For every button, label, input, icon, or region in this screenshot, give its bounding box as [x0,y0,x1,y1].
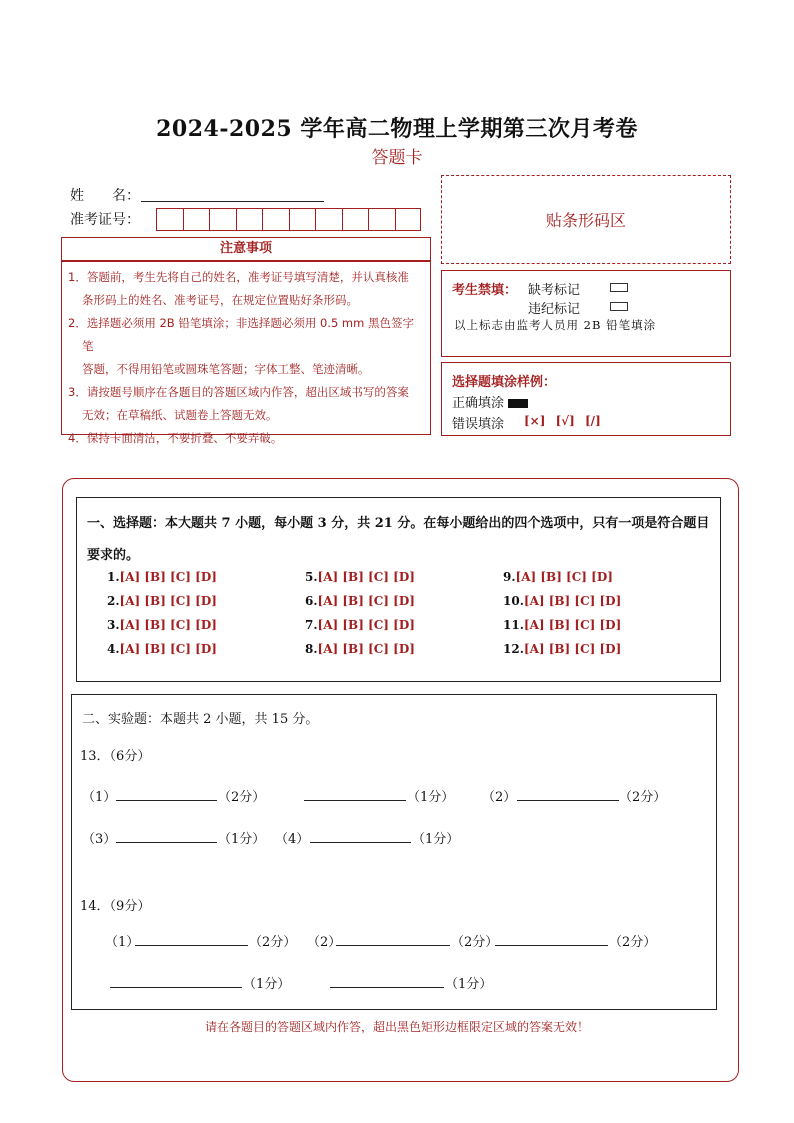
notice-item [68,312,424,381]
q14-part1-blank[interactable] [135,945,248,946]
ticket-digit-box[interactable] [315,208,342,231]
experiment-section [71,694,717,1010]
ticket-digit-box[interactable] [183,208,210,231]
notice-text: 1．答题前，考生先将自己的姓名，准考证号填写清楚，并认真核准 [68,270,409,284]
wrong-fill-label: 错误填涂 [452,417,505,432]
notice-text: 条形码上的姓名、准考证号，在规定位置贴好条形码。 [82,293,358,307]
violation-mark-label: 违纪标记 [528,302,581,317]
mc-question-row[interactable]: 5.[A] [B] [C] [D] [305,570,415,584]
q13-part2-label: （2） [482,790,517,805]
q14-part4-blank[interactable] [330,987,444,988]
notice-text: 无效；在草稿纸、试题卷上答题无效。 [82,408,278,422]
q13-part3-label: （3） [82,832,117,847]
q13-part4-blank[interactable] [310,842,411,843]
q14-label: 14．（9分） [80,899,151,914]
section2-heading: 二、实验题：本题共 2 小题，共 15 分。 [82,712,319,727]
q13-part2-blank[interactable] [517,800,619,801]
ticket-digit-box[interactable] [368,208,395,231]
notice-text: 答题，不得用铅笔或圆珠笔答题；字体工整、笔迹清晰。 [82,362,370,376]
q13-part1-score: （2分） [218,790,266,805]
notice-box [61,261,431,445]
mc-question-row[interactable]: 8.[A] [B] [C] [D] [305,642,415,656]
q13-part2-score: （2分） [619,790,667,805]
absent-mark-label: 缺考标记 [528,283,581,298]
mc-question-row[interactable]: 3.[A] [B] [C] [D] [107,618,217,632]
barcode-label: 贴条形码区 [545,211,626,230]
ticket-label: 准考证号： [70,212,140,228]
ticket-digit-box[interactable] [236,208,263,231]
filled-bar-icon [508,399,528,408]
mc-question-row[interactable]: 6.[A] [B] [C] [D] [305,594,415,608]
page-title: 2024-2025 学年高二物理上学期第三次月考卷 [156,116,638,142]
mc-question-row[interactable]: 11.[A] [B] [C] [D] [503,618,622,632]
q14-part2-label: （2） [307,935,342,950]
barcode-area [441,175,731,264]
ticket-digit-box[interactable] [262,208,289,231]
ticket-number-boxes[interactable] [156,208,421,231]
correct-fill-label: 正确填涂 [452,396,505,411]
mc-question-row[interactable]: 10.[A] [B] [C] [D] [503,594,622,608]
q13-part1b-blank[interactable] [304,800,406,801]
q13-part4-score: （1分） [412,832,460,847]
q14-part3-blank[interactable] [110,987,242,988]
notice-item [68,266,424,312]
q14-part2-score: （2分） [451,935,499,950]
absent-mark-box[interactable] [610,283,628,292]
name-label: 姓 名： [70,188,140,204]
q14-part1-score: （2分） [249,935,297,950]
q13-part4-label: （4） [275,832,310,847]
name-field[interactable] [141,201,324,202]
q13-part3-blank[interactable] [116,842,217,843]
examiner-marks-box [441,270,731,357]
q13-part3-score: （1分） [218,832,266,847]
q14-part3-score: （1分） [243,977,291,992]
forbid-heading: 考生禁填： [452,283,518,298]
mc-question-row[interactable]: 9.[A] [B] [C] [D] [503,570,613,584]
q13-part1-blank[interactable] [116,800,217,801]
mc-question-row[interactable]: 2.[A] [B] [C] [D] [107,594,217,608]
forbid-note: 以上标志由监考人员用 2B 铅笔填涂 [454,318,657,332]
q14-part4-score: （1分） [445,977,493,992]
q13-part1b-score: （1分） [407,790,455,805]
ticket-digit-box[interactable] [289,208,316,231]
violation-mark-box[interactable] [610,302,628,311]
q14-part2b-score: （2分） [609,935,657,950]
ticket-digit-box[interactable] [209,208,236,231]
wrong-fill-examples: [×] [√] [/] [524,414,601,428]
notice-heading: 注意事项 [61,237,431,261]
page-subtitle: 答题卡 [371,148,423,168]
ticket-digit-box[interactable] [156,208,183,231]
notice-item [68,381,424,427]
notice-text: 3．请按题号顺序在各题目的答题区域内作答，超出区域书写的答案 [68,385,409,399]
ticket-digit-box[interactable] [342,208,369,231]
sample-heading: 选择题填涂样例： [452,375,557,390]
notice-text: 2．选择题必须用 2B 铅笔填涂；非选择题必须用 0.5 mm 黑色签字笔 [68,316,414,353]
q14-part2-blank[interactable] [336,945,450,946]
fill-sample-box [441,362,731,436]
footer-warning: 请在各题目的答题区域内作答，超出黑色矩形边框限定区域的答案无效！ [204,1020,589,1034]
mc-question-row[interactable]: 1.[A] [B] [C] [D] [107,570,217,584]
notice-item [68,427,424,450]
q13-part1-label: （1） [82,790,117,805]
mc-question-row[interactable]: 4.[A] [B] [C] [D] [107,642,217,656]
notice-text: 4．保持卡面清洁，不要折叠、不要弄破。 [68,431,283,445]
section1-description: 一、选择题：本大题共 7 小题，每小题 3 分，共 21 分。在每小题给出的四个选项中，只有一项是符合题目要求的。 [87,516,710,563]
mc-question-row[interactable]: 12.[A] [B] [C] [D] [503,642,622,656]
q13-label: 13．（6分） [80,749,151,764]
ticket-digit-box[interactable] [395,208,422,231]
q14-part1-label: （1） [105,935,140,950]
q14-part2b-blank[interactable] [495,945,608,946]
mc-question-row[interactable]: 7.[A] [B] [C] [D] [305,618,415,632]
